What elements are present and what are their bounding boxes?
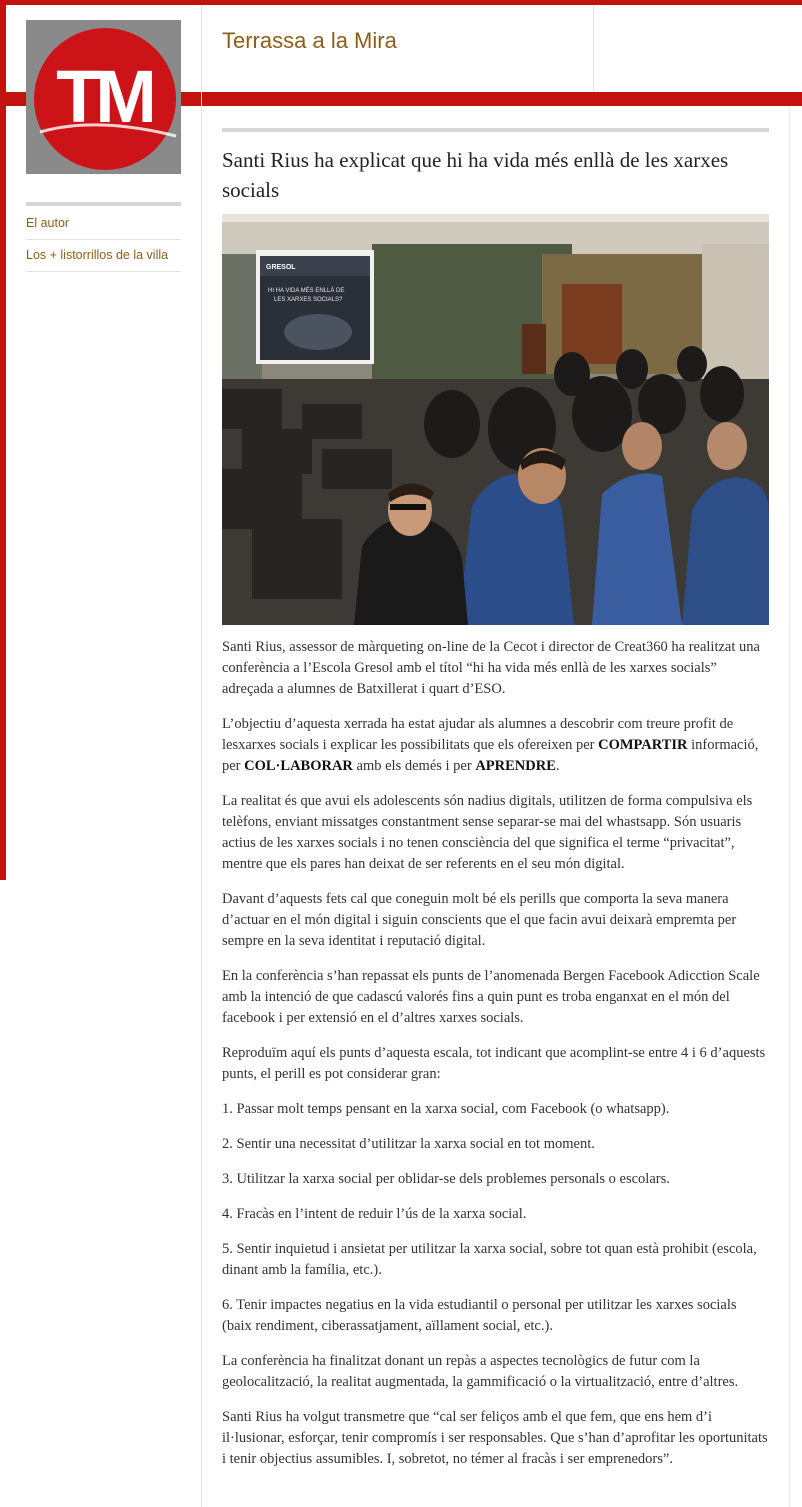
paragraph-objective-text-e: .	[555, 758, 560, 774]
scale-point-3: 3. Utilitzar la xarxa social per oblidar-se dels problemes personals o escolars.	[222, 1171, 670, 1187]
paragraph-reality: La realitat és que avui els adolescents són nadius digitals, utilitzen de forma compulsiva els telèfons, enviant missatges constantment sense separar-se mai del whastsapp. Són usuaris actius de les xarxes socials i no tenen consciència del que significa el terme “privacitat”, mentre que els pares han deixat de ser referents en el seu món digital.	[222, 793, 753, 872]
scale-point-2: 2. Sentir una necessitat d’utilitzar la xarxa social en tot moment.	[222, 1136, 595, 1152]
logo-text: TM	[56, 55, 151, 138]
scale-point-6: 6. Tenir impactes negatius en la vida estudiantil o personal per utilitzar les xarxes socials (baix rendiment, ciberassatjament, aïllament social, etc.).	[222, 1297, 737, 1334]
paragraph-objective	[222, 714, 769, 777]
keyword-aprendre: APRENDRE	[475, 758, 556, 774]
column-divider	[201, 5, 202, 1507]
keyword-collaborar: COL·LABORAR	[244, 758, 353, 774]
header-top-rule	[0, 0, 802, 5]
paragraph-bergen-scale: En la conferència s’han repassat els punts de l’anomenada Bergen Facebook Adicction Scale amb la intenció de que cadascú valorés fins a quin punt es troba enganxat en el món del facebook i per extensió en el d’altres xarxes socials.	[222, 968, 760, 1026]
screen-text-line-2: LES XARXES SOCIALS?	[274, 297, 343, 303]
left-edge-accent	[0, 0, 6, 880]
screen-text-line-1: HI HA VIDA MÉS ENLLÀ DE	[268, 288, 345, 294]
paragraph-intro: Santi Rius, assessor de màrqueting on-line de la Cecot i director de Creat360 ha realitzat una conferència a l’Escola Gresol amb el títol “hi ha vida més enllà de les xarxes socials” adreçada a alumnes de Batxillerat i quart d’ESO.	[222, 639, 760, 697]
paragraph-objective-text-a: L’objectiu d’aquesta xerrada ha estat ajudar als alumnes a descobrir com treure profit de lesxarxes socials i explicar les possibilitats que els ofereixen per	[222, 716, 734, 753]
header-divider	[593, 5, 594, 92]
paragraph-quote: Santi Rius ha volgut transmetre que “cal ser feliços amb el que fem, que ens hem d’i il·lusionar, esforçar, tenir compromís i ser responsables. Que s’han d’aprofitar les oportunitats i tenir objectius assumibles. I, sobretot, no témer al fracàs i ser emprenedors”.	[222, 1409, 768, 1467]
site-logo[interactable]	[26, 20, 181, 174]
post-title[interactable]: Santi Rius ha explicat que hi ha vida més enllà de les xarxes socials	[222, 148, 729, 202]
sidebar-item-listorrillos[interactable]: Los + listorrillos de la villa	[26, 240, 181, 272]
paragraph-objective-text-d: amb els demés i per	[352, 758, 476, 774]
paragraph-objective-text-c: informació, per	[222, 737, 759, 774]
sidebar-separator	[26, 202, 181, 206]
screen-brand: GRESOL	[266, 264, 296, 271]
content-right-border	[789, 106, 790, 1507]
post-body	[222, 637, 769, 1484]
paragraph-dangers: Davant d’aquests fets cal que coneguin molt bé els perills que comporta la seva manera d’actuar en el món digital i siguin conscients que el que facin avui deixarà empremta per sempre en la seva identitat i reputació digital.	[222, 891, 737, 949]
post-photo	[222, 214, 769, 625]
conference-photo-illustration	[222, 214, 769, 625]
scale-point-5: 5. Sentir inquietud i ansietat per utilitzar la xarxa social, sobre tot quan està prohibit (escola, dinant amb la família, etc.).	[222, 1241, 757, 1278]
scale-point-4: 4. Fracàs en l’intent de reduir l’ús de la xarxa social.	[222, 1206, 527, 1222]
site-title[interactable]: Terrassa a la Mira	[222, 28, 397, 53]
paragraph-scale-intro: Reproduïm aquí els punts d’aquesta escala, tot indicant que acomplint-se entre 4 i 6 d’aquests punts, el perill es pot considerar gran:	[222, 1045, 766, 1082]
sidebar-item-el-autor[interactable]: El autor	[26, 208, 181, 240]
sidebar-nav	[26, 208, 181, 272]
paragraph-conclusion: La conferència ha finalitzat donant un repàs a aspectes tecnològics de futur com la geolocalització, la realitat augmentada, la gammificació o la virtualització, entre d’altres.	[222, 1353, 739, 1390]
scale-point-1: 1. Passar molt temps pensant en la xarxa social, com Facebook (o whatsapp).	[222, 1101, 670, 1117]
post-separator	[222, 128, 769, 132]
keyword-compartir: COMPARTIR	[598, 737, 688, 753]
